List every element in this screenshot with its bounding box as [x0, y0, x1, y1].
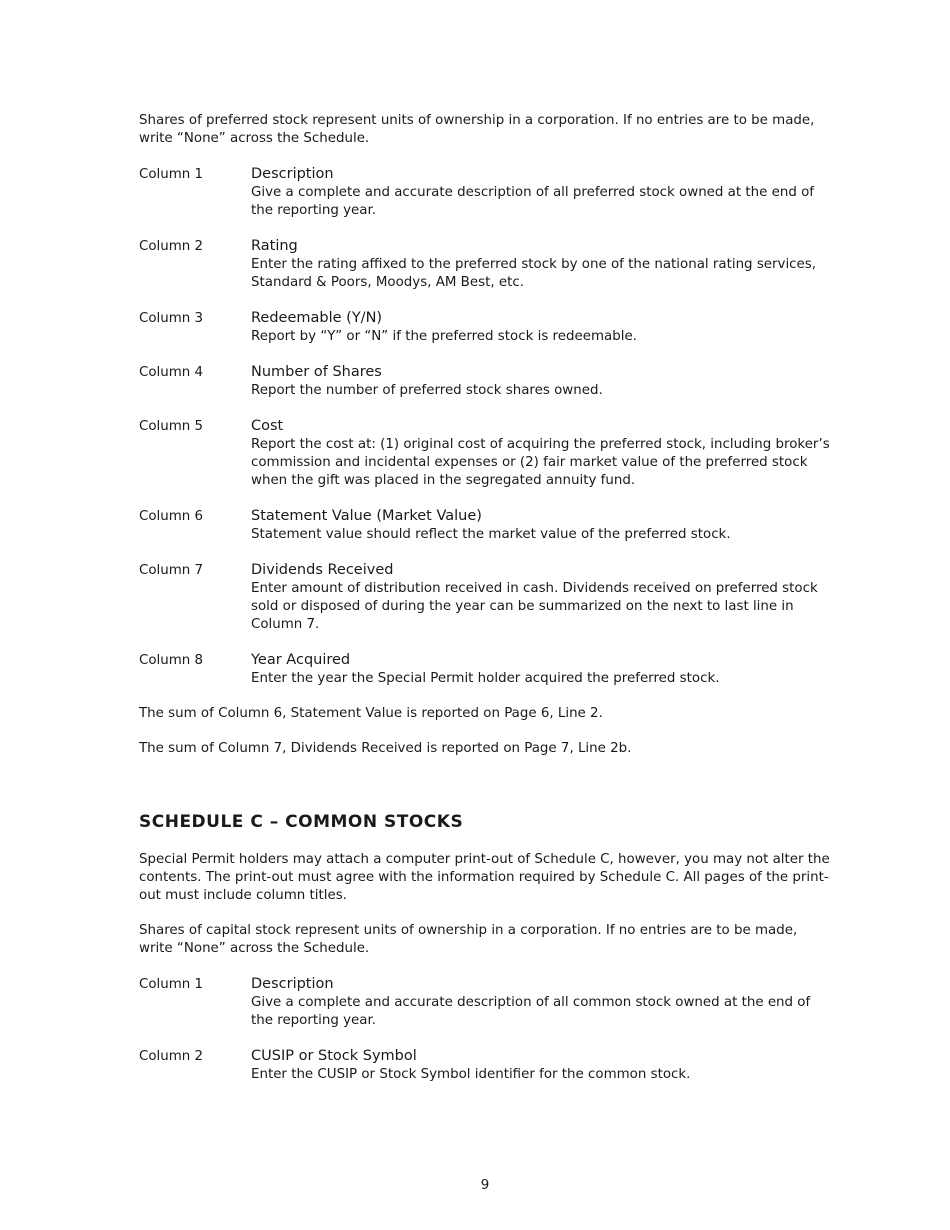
column-description: Statement value should reflect the market value of the preferred stock.: [251, 527, 731, 542]
column-description: Report the number of preferred stock shares owned.: [251, 383, 603, 398]
preferred-column-1: [139, 165, 834, 220]
column-title: Rating: [251, 238, 298, 254]
column-label: Column 1: [139, 167, 204, 182]
column-label: Column 5: [139, 419, 204, 434]
sum-column-6-note: The sum of Column 6, Statement Value is reported on Page 6, Line 2.: [139, 706, 603, 721]
preferred-column-7: [139, 561, 834, 634]
column-description: Enter the rating affixed to the preferred stock by one of the national rating services, Standard & Poors, Moodys, AM Best, etc.: [251, 257, 817, 290]
schedule-c-intro-paragraph: Shares of capital stock represent units of ownership in a corporation. If no entries are to be made, write “None” across the Schedule.: [139, 923, 798, 956]
column-label: Column 4: [139, 365, 204, 380]
column-description: Enter the year the Special Permit holder acquired the preferred stock.: [251, 671, 720, 686]
column-description: Report the cost at: (1) original cost of acquiring the preferred stock, including broker’s commission and incidental expenses or (2) fair market value of the preferred stock when the gift was placed in the segregated annuity fund.: [251, 437, 830, 488]
preferred-column-8: [139, 651, 834, 688]
common-column-1: [139, 975, 834, 1030]
column-label: Column 7: [139, 563, 204, 578]
column-label: Column 2: [139, 1049, 204, 1064]
column-description: Give a complete and accurate description of all preferred stock owned at the end of the reporting year.: [251, 185, 815, 218]
column-description: Enter amount of distribution received in cash. Dividends received on preferred stock sold or disposed of during the year can be summarized on the next to last line in Column 7.: [251, 581, 818, 632]
preferred-column-5: [139, 417, 834, 490]
page-number: 9: [480, 1178, 490, 1193]
column-title: Year Acquired: [251, 652, 351, 668]
column-label: Column 3: [139, 311, 204, 326]
common-column-2: [139, 1047, 834, 1084]
document-page: [139, 112, 834, 1084]
column-title: Description: [251, 166, 334, 182]
column-description: Give a complete and accurate description of all common stock owned at the end of the reporting year.: [251, 995, 811, 1028]
preferred-column-4: [139, 363, 834, 400]
column-title: Statement Value (Market Value): [251, 508, 482, 524]
column-title: Description: [251, 976, 334, 992]
schedule-c-printout-paragraph: Special Permit holders may attach a computer print-out of Schedule C, however, you may not alter the contents. The print-out must agree with the information required by Schedule C. All pages of the print-out must include column titles.: [139, 852, 830, 903]
column-title: Cost: [251, 418, 284, 434]
preferred-column-2: [139, 237, 834, 292]
column-label: Column 2: [139, 239, 204, 254]
column-label: Column 6: [139, 509, 204, 524]
column-title: CUSIP or Stock Symbol: [251, 1048, 417, 1064]
preferred-column-3: [139, 309, 834, 346]
column-title: Redeemable (Y/N): [251, 310, 383, 326]
column-label: Column 1: [139, 977, 204, 992]
preferred-column-6: [139, 507, 834, 544]
schedule-c-heading: SCHEDULE C – COMMON STOCKS: [139, 812, 464, 832]
sum-column-7-note: The sum of Column 7, Dividends Received is reported on Page 7, Line 2b.: [139, 741, 632, 756]
column-label: Column 8: [139, 653, 204, 668]
column-title: Dividends Received: [251, 562, 394, 578]
column-title: Number of Shares: [251, 364, 382, 380]
column-description: Report by “Y” or “N” if the preferred stock is redeemable.: [251, 329, 637, 344]
preferred-intro-paragraph: Shares of preferred stock represent units of ownership in a corporation. If no entries are to be made, write “None” across the Schedule.: [139, 113, 815, 146]
column-description: Enter the CUSIP or Stock Symbol identifier for the common stock.: [251, 1067, 691, 1082]
